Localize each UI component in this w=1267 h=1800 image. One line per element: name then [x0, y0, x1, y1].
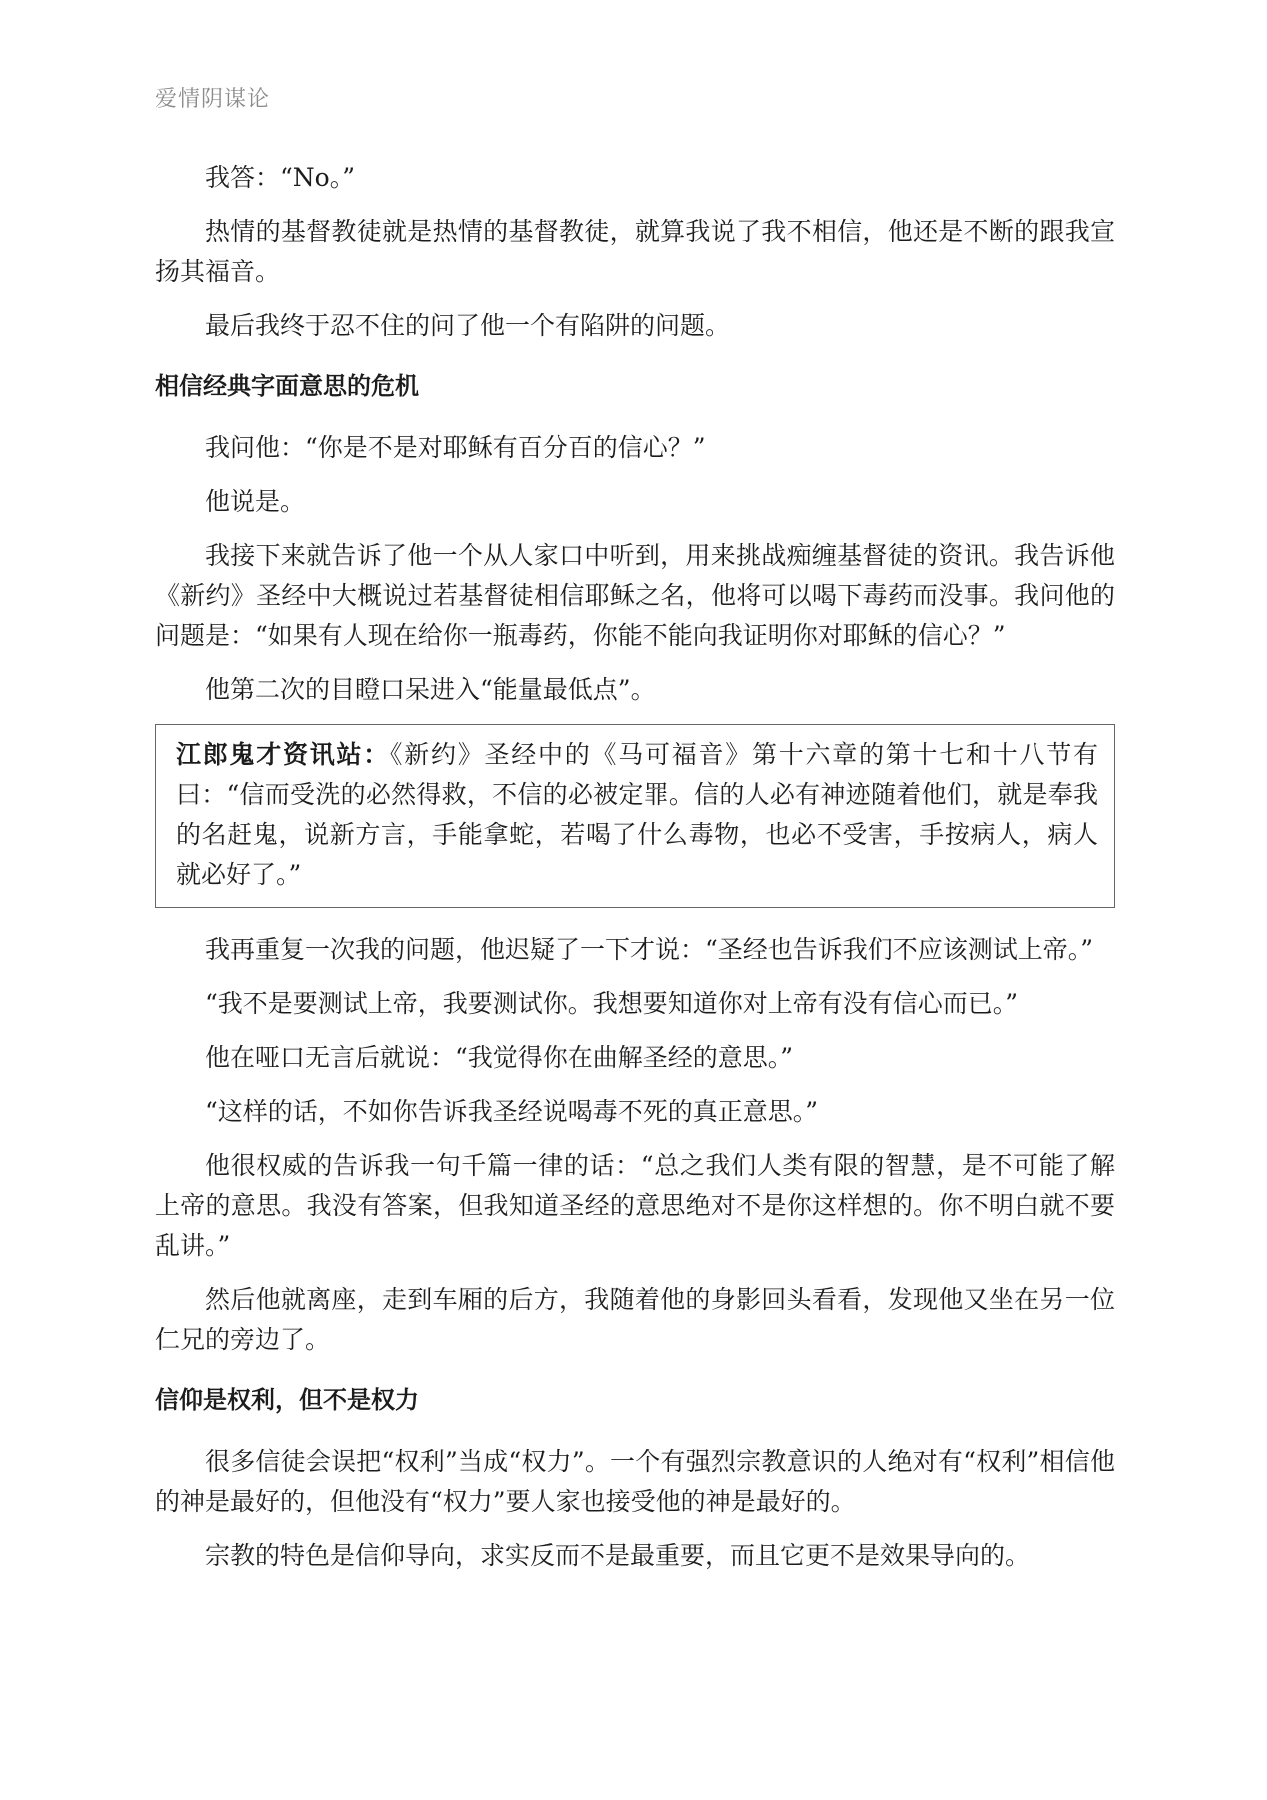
running-header: 爱情阴谋论 — [155, 87, 271, 112]
paragraph: 宗教的特色是信仰导向，求实反而不是最重要，而且它更不是效果导向的。 — [205, 1541, 1031, 1570]
info-box-label: 江郎鬼才资讯站： — [176, 740, 390, 769]
section-heading: 信仰是权利，但不是权力 — [155, 1386, 419, 1414]
info-box-text — [176, 735, 1098, 895]
section-heading: 相信经典字面意思的危机 — [155, 372, 419, 400]
paragraph: 我再重复一次我的问题，他迟疑了一下才说：“圣经也告诉我们不应该测试上帝。” — [205, 935, 1094, 964]
paragraph: “这样的话，不如你告诉我圣经说喝毒不死的真正意思。” — [205, 1097, 819, 1126]
paragraph: 他第二次的目瞪口呆进入“能量最低点”。 — [205, 675, 656, 704]
paragraph: 他说是。 — [205, 487, 306, 516]
page-body — [155, 158, 1115, 1590]
paragraph: 我接下来就告诉了他一个从人家口中听到，用来挑战痴缠基督徒的资讯。我告诉他《新约》圣经中大概说过若基督徒相信耶稣之名，他将可以喝下毒药而没事。我问他的问题是：“如果有人现在给你一瓶毒药，你能不能向我证明你对耶稣的信心？” — [155, 541, 1115, 650]
paragraph: 他很权威的告诉我一句千篇一律的话：“总之我们人类有限的智慧，是不可能了解上帝的意思。我没有答案，但我知道圣经的意思绝对不是你这样想的。你不明白就不要乱讲。” — [155, 1151, 1115, 1260]
paragraph: 很多信徒会误把“权利”当成“权力”。一个有强烈宗教意识的人绝对有“权利”相信他的神是最好的，但他没有“权力”要人家也接受他的神是最好的。 — [155, 1447, 1115, 1516]
paragraph: 他在哑口无言后就说：“我觉得你在曲解圣经的意思。” — [205, 1043, 794, 1072]
paragraph: 最后我终于忍不住的问了他一个有陷阱的问题。 — [205, 311, 731, 340]
paragraph: 我问他：“你是不是对耶稣有百分百的信心？” — [205, 433, 706, 462]
paragraph: 我答：“No。” — [205, 163, 355, 192]
info-box — [155, 724, 1115, 908]
info-box-body: 《新约》圣经中的《马可福音》第十六章的第十七和十八节有曰：“信而受洗的必然得救，不信的必被定罪。信的人必有神迹随着他们，就是奉我的名赶鬼，说新方言，手能拿蛇，若喝了什么毒物，也必不受害，手按病人，病人就必好了。” — [176, 740, 1098, 889]
paragraph: 然后他就离座，走到车厢的后方，我随着他的身影回头看看，发现他又坐在另一位仁兄的旁边了。 — [155, 1285, 1115, 1354]
paragraph: “我不是要测试上帝，我要测试你。我想要知道你对上帝有没有信心而已。” — [205, 989, 1019, 1018]
paragraph: 热情的基督教徒就是热情的基督教徒，就算我说了我不相信，他还是不断的跟我宣扬其福音。 — [155, 217, 1115, 286]
